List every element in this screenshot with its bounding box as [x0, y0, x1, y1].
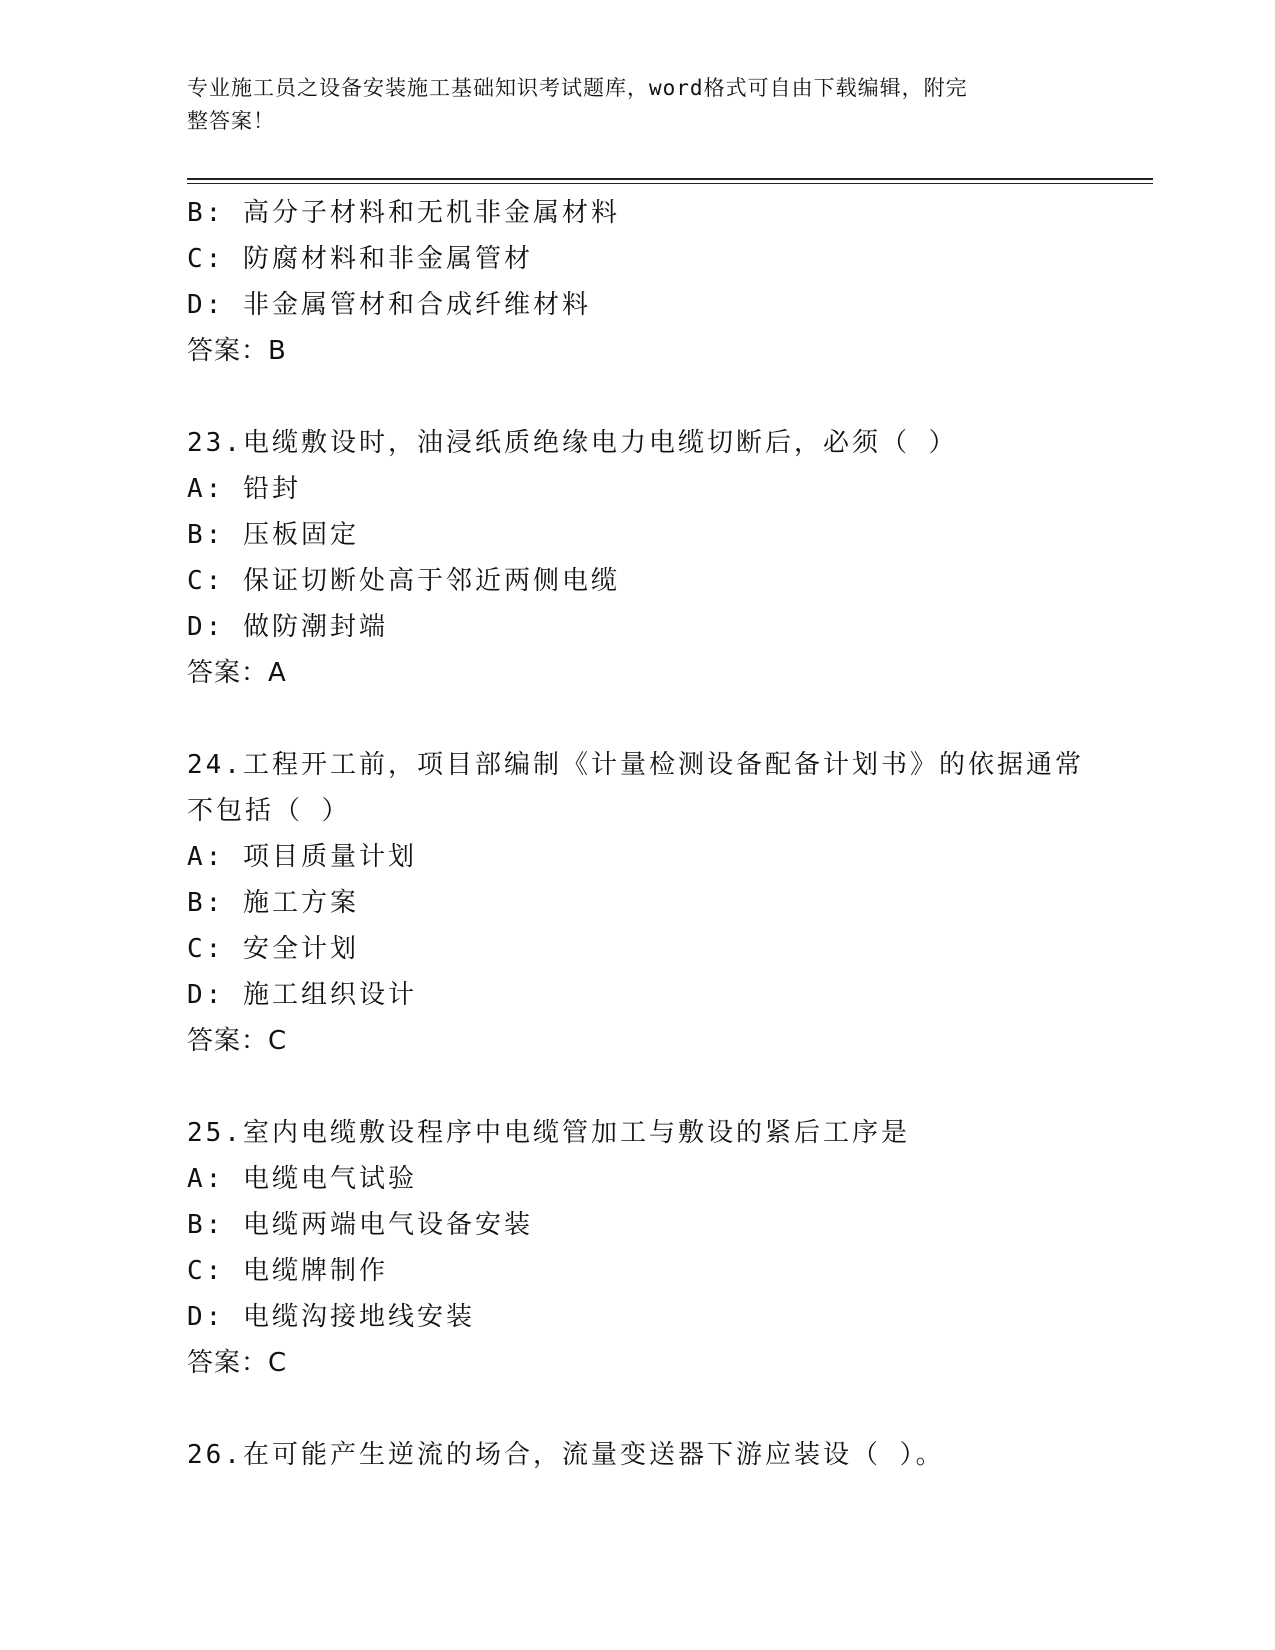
option-c: C: 安全计划	[187, 934, 359, 964]
question-22-fragment	[187, 190, 1087, 374]
option-d: D: 施工组织设计	[187, 980, 417, 1010]
option-b: B: 电缆两端电气设备安装	[187, 1210, 533, 1240]
option-d: D: 电缆沟接地线安装	[187, 1302, 475, 1332]
question-stem: 23.电缆敷设时，油浸纸质绝缘电力电缆切断后，必须（ ）	[187, 428, 958, 458]
question-23	[187, 420, 1087, 696]
option-a: A: 项目质量计划	[187, 842, 417, 872]
answer-line: 答案：B	[187, 336, 287, 366]
question-stem-line-1: 24.工程开工前，项目部编制《计量检测设备配备计划书》的依据通常	[187, 750, 1084, 780]
question-24	[187, 742, 1087, 1064]
question-stem: 25.室内电缆敷设程序中电缆管加工与敷设的紧后工序是	[187, 1118, 910, 1148]
option-c: C: 防腐材料和非金属管材	[187, 244, 533, 274]
option-d: D: 非金属管材和合成纤维材料	[187, 290, 591, 320]
option-b: B: 压板固定	[187, 520, 359, 550]
header-divider-thick	[187, 178, 1153, 180]
spacer	[187, 1386, 1087, 1432]
header-title-line-2: 整答案！	[187, 109, 275, 133]
header-divider-thin	[187, 183, 1153, 184]
header-title-line-1: 专业施工员之设备安装施工基础知识考试题库，word格式可自由下载编辑，附完	[187, 76, 968, 100]
answer-line: 答案：C	[187, 1026, 288, 1056]
option-c: C: 电缆牌制作	[187, 1256, 388, 1286]
option-a: A: 电缆电气试验	[187, 1164, 417, 1194]
option-b: B: 高分子材料和无机非金属材料	[187, 198, 620, 228]
spacer	[187, 374, 1087, 420]
question-25	[187, 1110, 1087, 1386]
spacer	[187, 696, 1087, 742]
question-stem-line-2: 不包括（ ）	[187, 796, 351, 826]
question-list	[187, 190, 1087, 1478]
document-header	[187, 72, 1067, 138]
answer-line: 答案：C	[187, 1348, 288, 1378]
spacer	[187, 1064, 1087, 1110]
option-d: D: 做防潮封端	[187, 612, 388, 642]
option-b: B: 施工方案	[187, 888, 359, 918]
option-c: C: 保证切断处高于邻近两侧电缆	[187, 566, 620, 596]
option-a: A: 铅封	[187, 474, 301, 504]
question-26	[187, 1432, 1087, 1478]
answer-line: 答案：A	[187, 658, 287, 688]
question-stem: 26.在可能产生逆流的场合，流量变送器下游应装设（ ）。	[187, 1440, 945, 1470]
